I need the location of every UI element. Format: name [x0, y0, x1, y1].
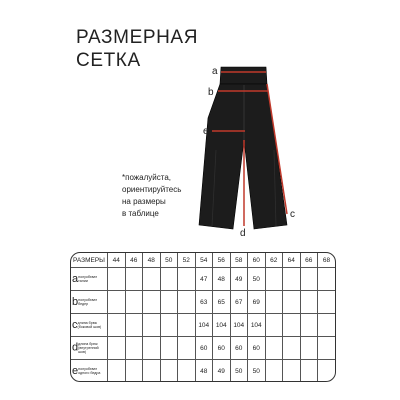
table-cell	[300, 337, 318, 360]
table-cell	[265, 337, 283, 360]
size-table	[71, 253, 335, 382]
table-cell	[318, 360, 336, 383]
table-cell	[125, 314, 143, 337]
row-letter: d	[72, 341, 79, 354]
table-cell	[300, 360, 318, 383]
table-cell	[178, 314, 196, 337]
table-cell: 69	[248, 291, 266, 314]
table-cell	[108, 360, 126, 383]
row-description: длина брюк (внутренний шов)	[78, 342, 99, 354]
note-line-1: *пожалуйста,	[122, 173, 171, 182]
row-label-cell	[71, 268, 108, 291]
row-label-cell	[71, 291, 108, 314]
size-header-cell: 52	[178, 253, 196, 268]
table-cell	[283, 291, 301, 314]
row-description: полуобхват бедер	[78, 298, 98, 306]
title-line-1: РАЗМЕРНАЯ	[76, 27, 199, 48]
size-header-cell: 48	[143, 253, 161, 268]
size-header-label: РАЗМЕРЫ	[71, 253, 108, 268]
table-cell	[178, 291, 196, 314]
measure-label-b: b	[208, 87, 214, 98]
table-cell: 47	[195, 268, 213, 291]
table-cell	[160, 360, 178, 383]
table-cell	[318, 268, 336, 291]
table-cell	[265, 314, 283, 337]
table-cell: 48	[213, 268, 231, 291]
table-cell: 50	[248, 268, 266, 291]
table-row	[71, 360, 335, 383]
table-cell	[283, 314, 301, 337]
size-header-cell: 62	[265, 253, 283, 268]
table-cell: 63	[195, 291, 213, 314]
table-cell: 60	[195, 337, 213, 360]
table-cell	[143, 360, 161, 383]
table-cell: 50	[230, 360, 248, 383]
table-cell	[283, 337, 301, 360]
table-cell	[125, 268, 143, 291]
size-header-cell: 66	[300, 253, 318, 268]
table-cell	[160, 314, 178, 337]
measure-label-a: a	[212, 66, 218, 77]
table-cell	[318, 314, 336, 337]
table-cell: 65	[213, 291, 231, 314]
row-letter: e	[72, 364, 79, 377]
table-cell	[108, 337, 126, 360]
row-label-cell	[71, 314, 108, 337]
title-line-2: СЕТКА	[76, 50, 141, 71]
size-header-cell: 54	[195, 253, 213, 268]
table-cell: 48	[195, 360, 213, 383]
table-cell	[108, 314, 126, 337]
row-description: полуобхват талии	[78, 275, 98, 283]
table-cell: 104	[230, 314, 248, 337]
size-header-cell: 68	[318, 253, 336, 268]
table-row	[71, 268, 335, 291]
table-cell	[143, 268, 161, 291]
table-cell	[178, 268, 196, 291]
size-header-cell: 58	[230, 253, 248, 268]
table-cell	[265, 360, 283, 383]
table-cell: 49	[213, 360, 231, 383]
size-header-cell: 46	[125, 253, 143, 268]
size-header-cell: 50	[160, 253, 178, 268]
table-cell	[283, 268, 301, 291]
row-description: длина брюк (боковой шов)	[77, 321, 102, 329]
note-line-3: на размеры	[122, 197, 166, 206]
table-row	[71, 314, 335, 337]
table-cell	[125, 291, 143, 314]
table-cell: 104	[213, 314, 231, 337]
row-letter: b	[72, 295, 79, 308]
table-cell: 60	[213, 337, 231, 360]
table-row	[71, 337, 335, 360]
note-line-4: в таблице	[122, 209, 159, 218]
measure-label-e: e	[203, 126, 209, 137]
table-cell	[300, 291, 318, 314]
table-cell	[125, 360, 143, 383]
table-cell: 49	[230, 268, 248, 291]
size-header-cell: 44	[108, 253, 126, 268]
table-cell	[125, 337, 143, 360]
table-cell	[143, 314, 161, 337]
table-cell	[265, 268, 283, 291]
table-cell	[178, 360, 196, 383]
table-cell	[283, 360, 301, 383]
table-cell	[318, 291, 336, 314]
row-letter: a	[72, 272, 79, 285]
table-cell	[143, 291, 161, 314]
note-line-2: ориентируйтесь	[122, 185, 182, 194]
size-header-cell: 64	[283, 253, 301, 268]
table-cell: 67	[230, 291, 248, 314]
table-cell	[178, 337, 196, 360]
measure-label-d: d	[240, 228, 246, 239]
sizing-note	[122, 172, 181, 220]
row-label-cell	[71, 360, 108, 383]
table-cell: 50	[248, 360, 266, 383]
table-cell: 60	[248, 337, 266, 360]
table-cell	[318, 337, 336, 360]
size-header-cell: 56	[213, 253, 231, 268]
size-header-cell: 60	[248, 253, 266, 268]
table-cell	[108, 291, 126, 314]
table-cell: 60	[230, 337, 248, 360]
row-label-cell	[71, 337, 108, 360]
table-cell	[265, 291, 283, 314]
table-row	[71, 291, 335, 314]
table-cell	[160, 268, 178, 291]
size-table-body	[71, 268, 335, 383]
table-cell	[300, 268, 318, 291]
table-cell	[160, 291, 178, 314]
size-header-row	[71, 253, 335, 268]
table-cell	[108, 268, 126, 291]
table-cell	[143, 337, 161, 360]
table-cell: 104	[248, 314, 266, 337]
table-cell	[300, 314, 318, 337]
table-cell: 104	[195, 314, 213, 337]
size-table-container	[70, 252, 336, 382]
table-cell	[160, 337, 178, 360]
measure-label-c: c	[290, 209, 295, 220]
trousers-waistband	[220, 67, 267, 84]
row-description: полуобхват одного бедра	[78, 367, 101, 375]
row-letter: c	[72, 318, 78, 331]
